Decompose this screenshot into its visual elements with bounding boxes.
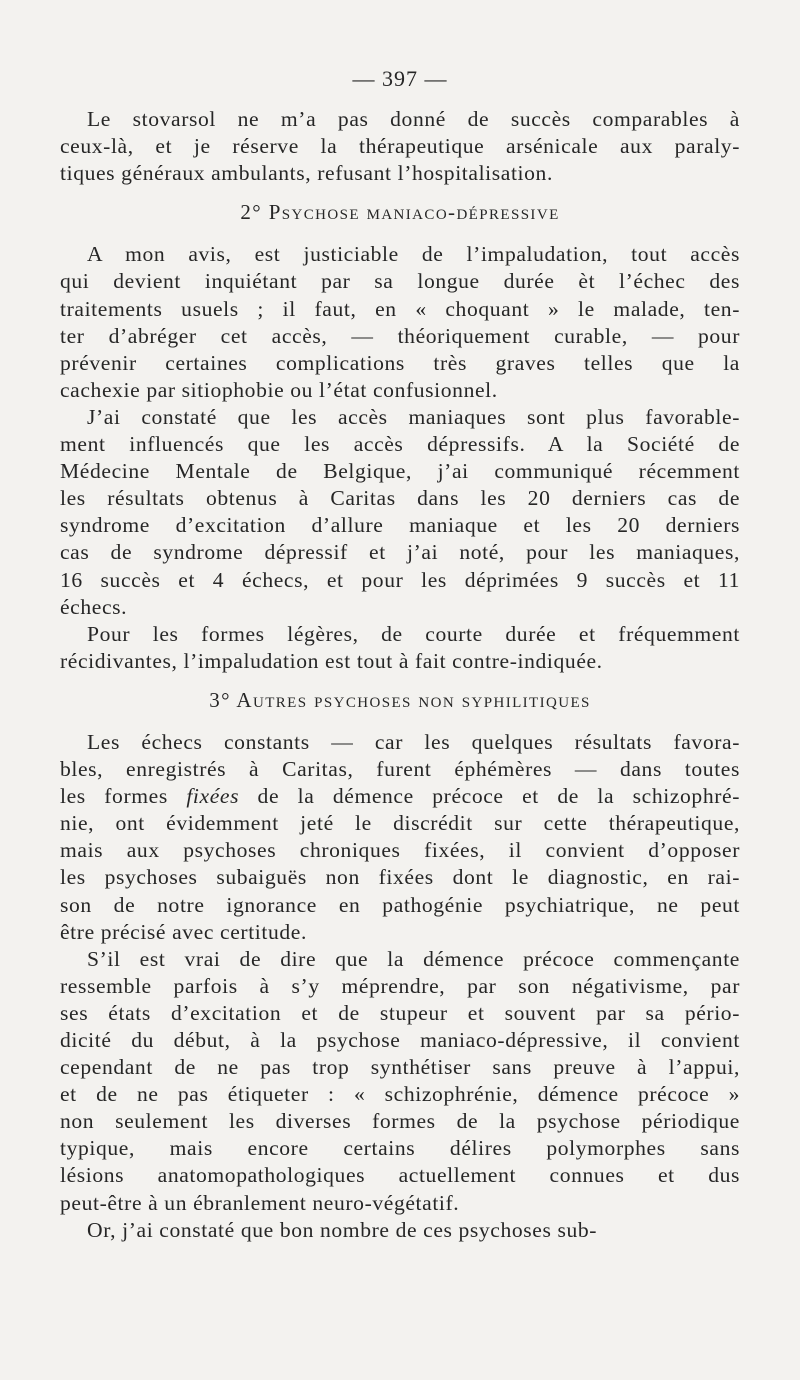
text-line: Or, j’ai constaté que bon nombre de ces psychoses sub- [87,1217,598,1242]
section-heading-2: 2° Psychose maniaco-dépressive [240,200,560,225]
text-line: son de notre ignorance en pathogénie psychiatrique, ne peut [60,892,740,917]
text-line: cependant de ne pas trop synthétiser sans preuve à l’appui, [60,1055,740,1080]
text-line: récidivantes, l’impaludation est tout à fait contre-indiquée. [60,648,603,673]
text-line: prévenir certaines complications très graves telles que la [60,350,740,375]
text-line: mais aux psychoses chroniques fixées, il convient d’opposer [60,838,740,863]
text-line: traitements usuels ; il faut, en « choquant » le malade, ten- [60,296,740,321]
text-line: les formes fixées de la démence précoce et de la schizophré- [60,784,740,809]
text-line: peut-être à un ébranlement neuro-végétatif. [60,1190,460,1215]
text-line: Médecine Mentale de Belgique, j’ai communiqué récemment [60,459,740,484]
text-line: échecs. [60,594,128,619]
text-line: ter d’abréger cet accès, — théoriquement curable, — pour [60,323,740,348]
text-line: syndrome d’excitation d’allure maniaque et les 20 derniers [60,513,740,538]
text-line: dicité du début, à la psychose maniaco-dépressive, il convient [60,1028,740,1052]
text-line: ceux-là, et je réserve la thérapeutique arsénicale aux paraly- [60,134,740,159]
text-line: 16 succès et 4 échecs, et pour les déprimées 9 succès et 11 [60,567,740,592]
text-line: les résultats obtenus à Caritas dans les 20 derniers cas de [60,486,740,511]
text-line: ses états d’excitation et de stupeur et souvent par sa pério- [60,1000,740,1025]
text-line: S’il est vrai de dire que la démence précoce commençante [87,946,740,971]
text-line: tiques généraux ambulants, refusant l’hospitalisation. [60,161,553,186]
section-heading-3: 3° Autres psychoses non syphilitiques [209,687,591,712]
paragraph [60,729,740,946]
text-line: J’ai constaté que les accès maniaques sont plus favorable- [87,404,740,429]
text-line: typique, mais encore certains délires polymorphes sans [60,1136,740,1161]
paragraph [60,404,740,621]
paragraph [60,621,740,675]
text-line: et de ne pas étiqueter : « schizophrénie, démence précoce » [60,1082,740,1107]
text-line: être précisé avec certitude. [60,919,307,944]
paragraph [60,1217,740,1244]
paragraph [60,106,740,187]
text-line: nie, ont évidemment jeté le discrédit sur cette thérapeutique, [60,811,740,836]
text-line: ressemble parfois à s’y méprendre, par son négativisme, par [60,973,740,998]
text-line: Les échecs constants — car les quelques résultats favora- [87,729,740,754]
text-line: cachexie par sitiophobie ou l’état confusionnel. [60,377,498,402]
text-line: qui devient inquiétant par sa longue durée èt l’échec des [60,269,740,294]
text-line: cas de syndrome dépressif et j’ai noté, pour les maniaques, [60,540,740,565]
page-number: — 397 — [352,66,448,91]
text-line: bles, enregistrés à Caritas, furent éphémères — dans toutes [60,757,740,782]
paragraph [60,946,740,1217]
text-line: lésions anatomopathologiques actuellement connues et dus [60,1163,740,1188]
text-line: non seulement les diverses formes de la psychose périodique [60,1109,740,1134]
text-line: A mon avis, est justiciable de l’impaludation, tout accès [87,242,740,267]
text-line: ment influencés que les accès dépressifs. A la Société de [60,432,740,457]
text-line: Le stovarsol ne m’a pas donné de succès comparables à [87,107,740,131]
paragraph [60,241,740,404]
text-line: Pour les formes légères, de courte durée et fréquemment [87,621,740,646]
body-text [60,106,740,1244]
text-line: les psychoses subaiguës non fixées dont le diagnostic, en rai- [60,865,740,890]
